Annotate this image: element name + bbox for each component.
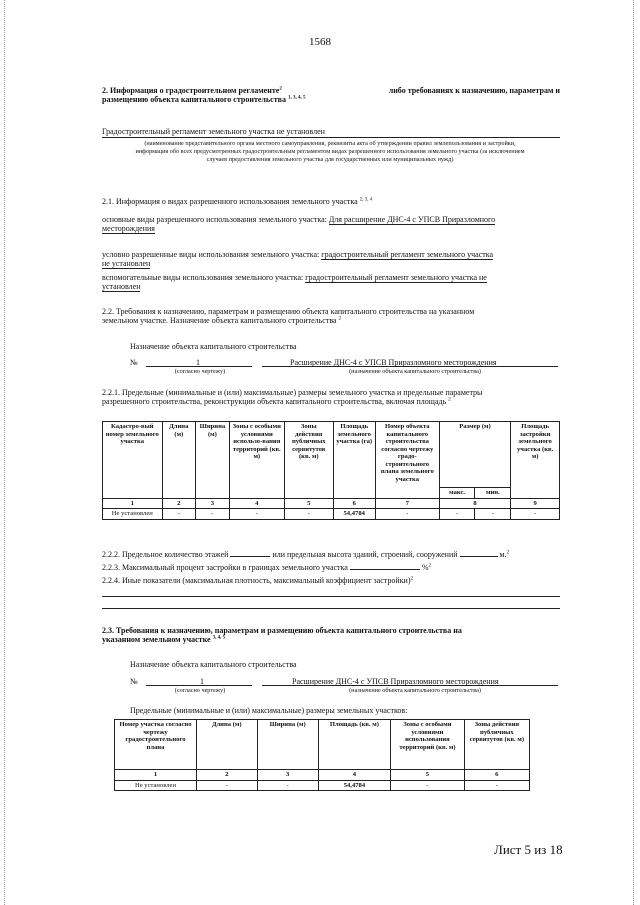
s23-object-label: Назначение объекта капитального строительства: [130, 660, 297, 669]
s22-note-left: (согласно чертежу): [174, 368, 226, 375]
cell-length: -: [162, 509, 196, 520]
th-plot-area: Площадь земельного участка (га): [333, 422, 375, 499]
col-num: 5: [284, 498, 333, 509]
col-num: 8: [439, 498, 510, 509]
s22-title: 2.2. Требования к назначению, параметрам и размещению объекта капитального строительства на указанном земельном участке. Назначение объекта капитального строительства $^2$: [102, 307, 475, 326]
th-width: Ширина (м): [196, 422, 230, 499]
th-length: Длина (м): [162, 422, 196, 499]
cell-servitude-zones: -: [464, 780, 529, 791]
th-size-max: макс.: [439, 488, 475, 499]
page-number: 1568: [309, 36, 331, 48]
s21-conditional-uses: условно разрешенные виды использования земельного участка: градостроительный регламент земельного участка не установлен: [102, 250, 494, 269]
cell-servitude-zones: -: [284, 509, 333, 520]
s21-main-uses: основные виды разрешенного использования земельного участка: Для расширение ДНС-4 с УПСВ Приразломного месторождения: [102, 215, 496, 234]
cell-special-zones: -: [391, 780, 464, 791]
s223: 2.2.3. Максимальный процент застройки в границах земельного участка %$^2$: [102, 563, 432, 572]
cell-width: -: [257, 780, 318, 791]
th-special-zones: Зоны с особыми условиями использо-вания территорий (кв. м): [229, 422, 284, 499]
th-area: Площадь (кв. м): [318, 720, 390, 770]
th-special-zones: Зоны с особыми условиями использования территорий (кв. м): [391, 720, 464, 770]
col-num: 2: [162, 498, 196, 509]
th-servitude-zones: Зоны действия публичных сервитутов (кв. м): [284, 422, 333, 499]
s23-limits-label: Предельные (минимальные и (или) максимальные) размеры земельных участков:: [130, 706, 408, 715]
s23-object-number: 1: [200, 677, 204, 686]
cell-width: -: [196, 509, 230, 520]
regulation-text: Градостроительный регламент земельного участка не установлен: [102, 127, 325, 136]
col-num: 2: [196, 770, 257, 781]
col-num: 1: [115, 770, 197, 781]
s23-title: 2.3. Требования к назначению, параметрам и размещению объекта капитального строительства на указанном земельном участке $^{3, 4, 5}$: [102, 626, 462, 645]
col-num: 6: [333, 498, 375, 509]
s23-no-sign: №: [130, 677, 138, 686]
cell-cadastral: Не установлен: [103, 509, 163, 520]
table-row: [115, 780, 530, 791]
s21-auxiliary-uses: вспомогательные виды использования земельного участка: градостроительный регламент земельного участка не установлен: [102, 273, 487, 292]
s23-object-name: Расширение ДНС-4 с УПСВ Приразломного месторождения: [292, 677, 499, 686]
cell-special-zones: -: [229, 509, 284, 520]
cell-built-area: -: [511, 509, 560, 520]
s22-note-right: (назначение объекта капитального строительства): [349, 368, 481, 375]
cell-size-max: -: [439, 509, 475, 520]
table-row: [103, 509, 560, 520]
sheet-footer: Лист 5 из 18: [494, 842, 563, 857]
col-num: 4: [318, 770, 390, 781]
col-num: 1: [103, 498, 163, 509]
col-num: 6: [464, 770, 529, 781]
col-num: 9: [511, 498, 560, 509]
th-size-min: мин.: [475, 488, 511, 499]
cell-size-min: -: [475, 509, 511, 520]
th-cadastral: Кадастро-вый номер земельного участка: [103, 422, 163, 499]
cell-object-number: -: [375, 509, 439, 520]
s21-title: 2.1. Информация о видах разрешенного использования земельного участка $^{2, 3, 4}$: [102, 197, 373, 206]
scan-edge-right: [633, 0, 636, 905]
th-length: Длина (м): [196, 720, 257, 770]
th-size: Размер (м): [439, 422, 510, 488]
s22-object-label: Назначение объекта капитального строительства: [130, 342, 297, 351]
th-servitude-zones: Зоны действия публичных сервитутов (кв. м): [464, 720, 529, 770]
section2-heading: 2. Информация о градостроительном регламенте$^2$ либо требованиях к назначению, параметрам и размещению объекта капитального строительства $^{1, 3, 4, 5}$: [102, 86, 560, 105]
cell-plot-area: 54,4784: [333, 509, 375, 520]
th-width: Ширина (м): [257, 720, 318, 770]
regulation-line: [102, 137, 560, 138]
params-table: [102, 421, 560, 520]
s23-note-right: (назначение объекта капитального строительства): [349, 687, 481, 694]
cell-plot-number: Не установлен: [115, 780, 197, 791]
s22-object-name: Расширение ДНС-4 с УПСВ Приразломного месторождения: [290, 358, 497, 367]
th-plot-number: Номер участка согласно чертежу градостроительного плана: [115, 720, 197, 770]
regulation-note: (наименование представительного органа местного самоуправления, реквизиты акта об утверждении правил землепользования и застройки, информация обо всех предусмотренных градостроительным регламентом видах разрешенного использования земельного участка (за исключением случаев предоставления земельного участка для государственных или муниципальных нужд): [135, 140, 525, 163]
plots-table: [114, 719, 530, 791]
th-object-number: Номер объекта капитального строительства согласно чертежу градо-строительного плана земельного участка: [375, 422, 439, 499]
col-num: 3: [196, 498, 230, 509]
col-num: 5: [391, 770, 464, 781]
s222: 2.2.2. Предельное количество этажей или предельная высота зданий, строений, сооружений м.$^2$: [102, 550, 510, 559]
col-num: 3: [257, 770, 318, 781]
scan-edge-left: [4, 0, 7, 905]
s224: 2.2.4. Иные показатели (максимальная плотность, максимальный коэффициент застройки)$^2$: [102, 576, 413, 585]
s221-title: 2.2.1. Предельные (минимальные и (или) максимальные) размеры земельного участка и предельные параметры разрешенного строительства, реконструкции объекта капитального строительства, включая площадь $^2$: [102, 388, 483, 407]
col-num: 7: [375, 498, 439, 509]
th-built-area: Площадь застройки земельного участка (кв. м): [511, 422, 560, 499]
s22-no-sign: №: [130, 358, 138, 367]
col-num: 4: [229, 498, 284, 509]
cell-area: 54,4784: [318, 780, 390, 791]
s22-object-number: 1: [196, 358, 200, 367]
s23-note-left: (согласно чертежу): [174, 687, 226, 694]
cell-length: -: [196, 780, 257, 791]
